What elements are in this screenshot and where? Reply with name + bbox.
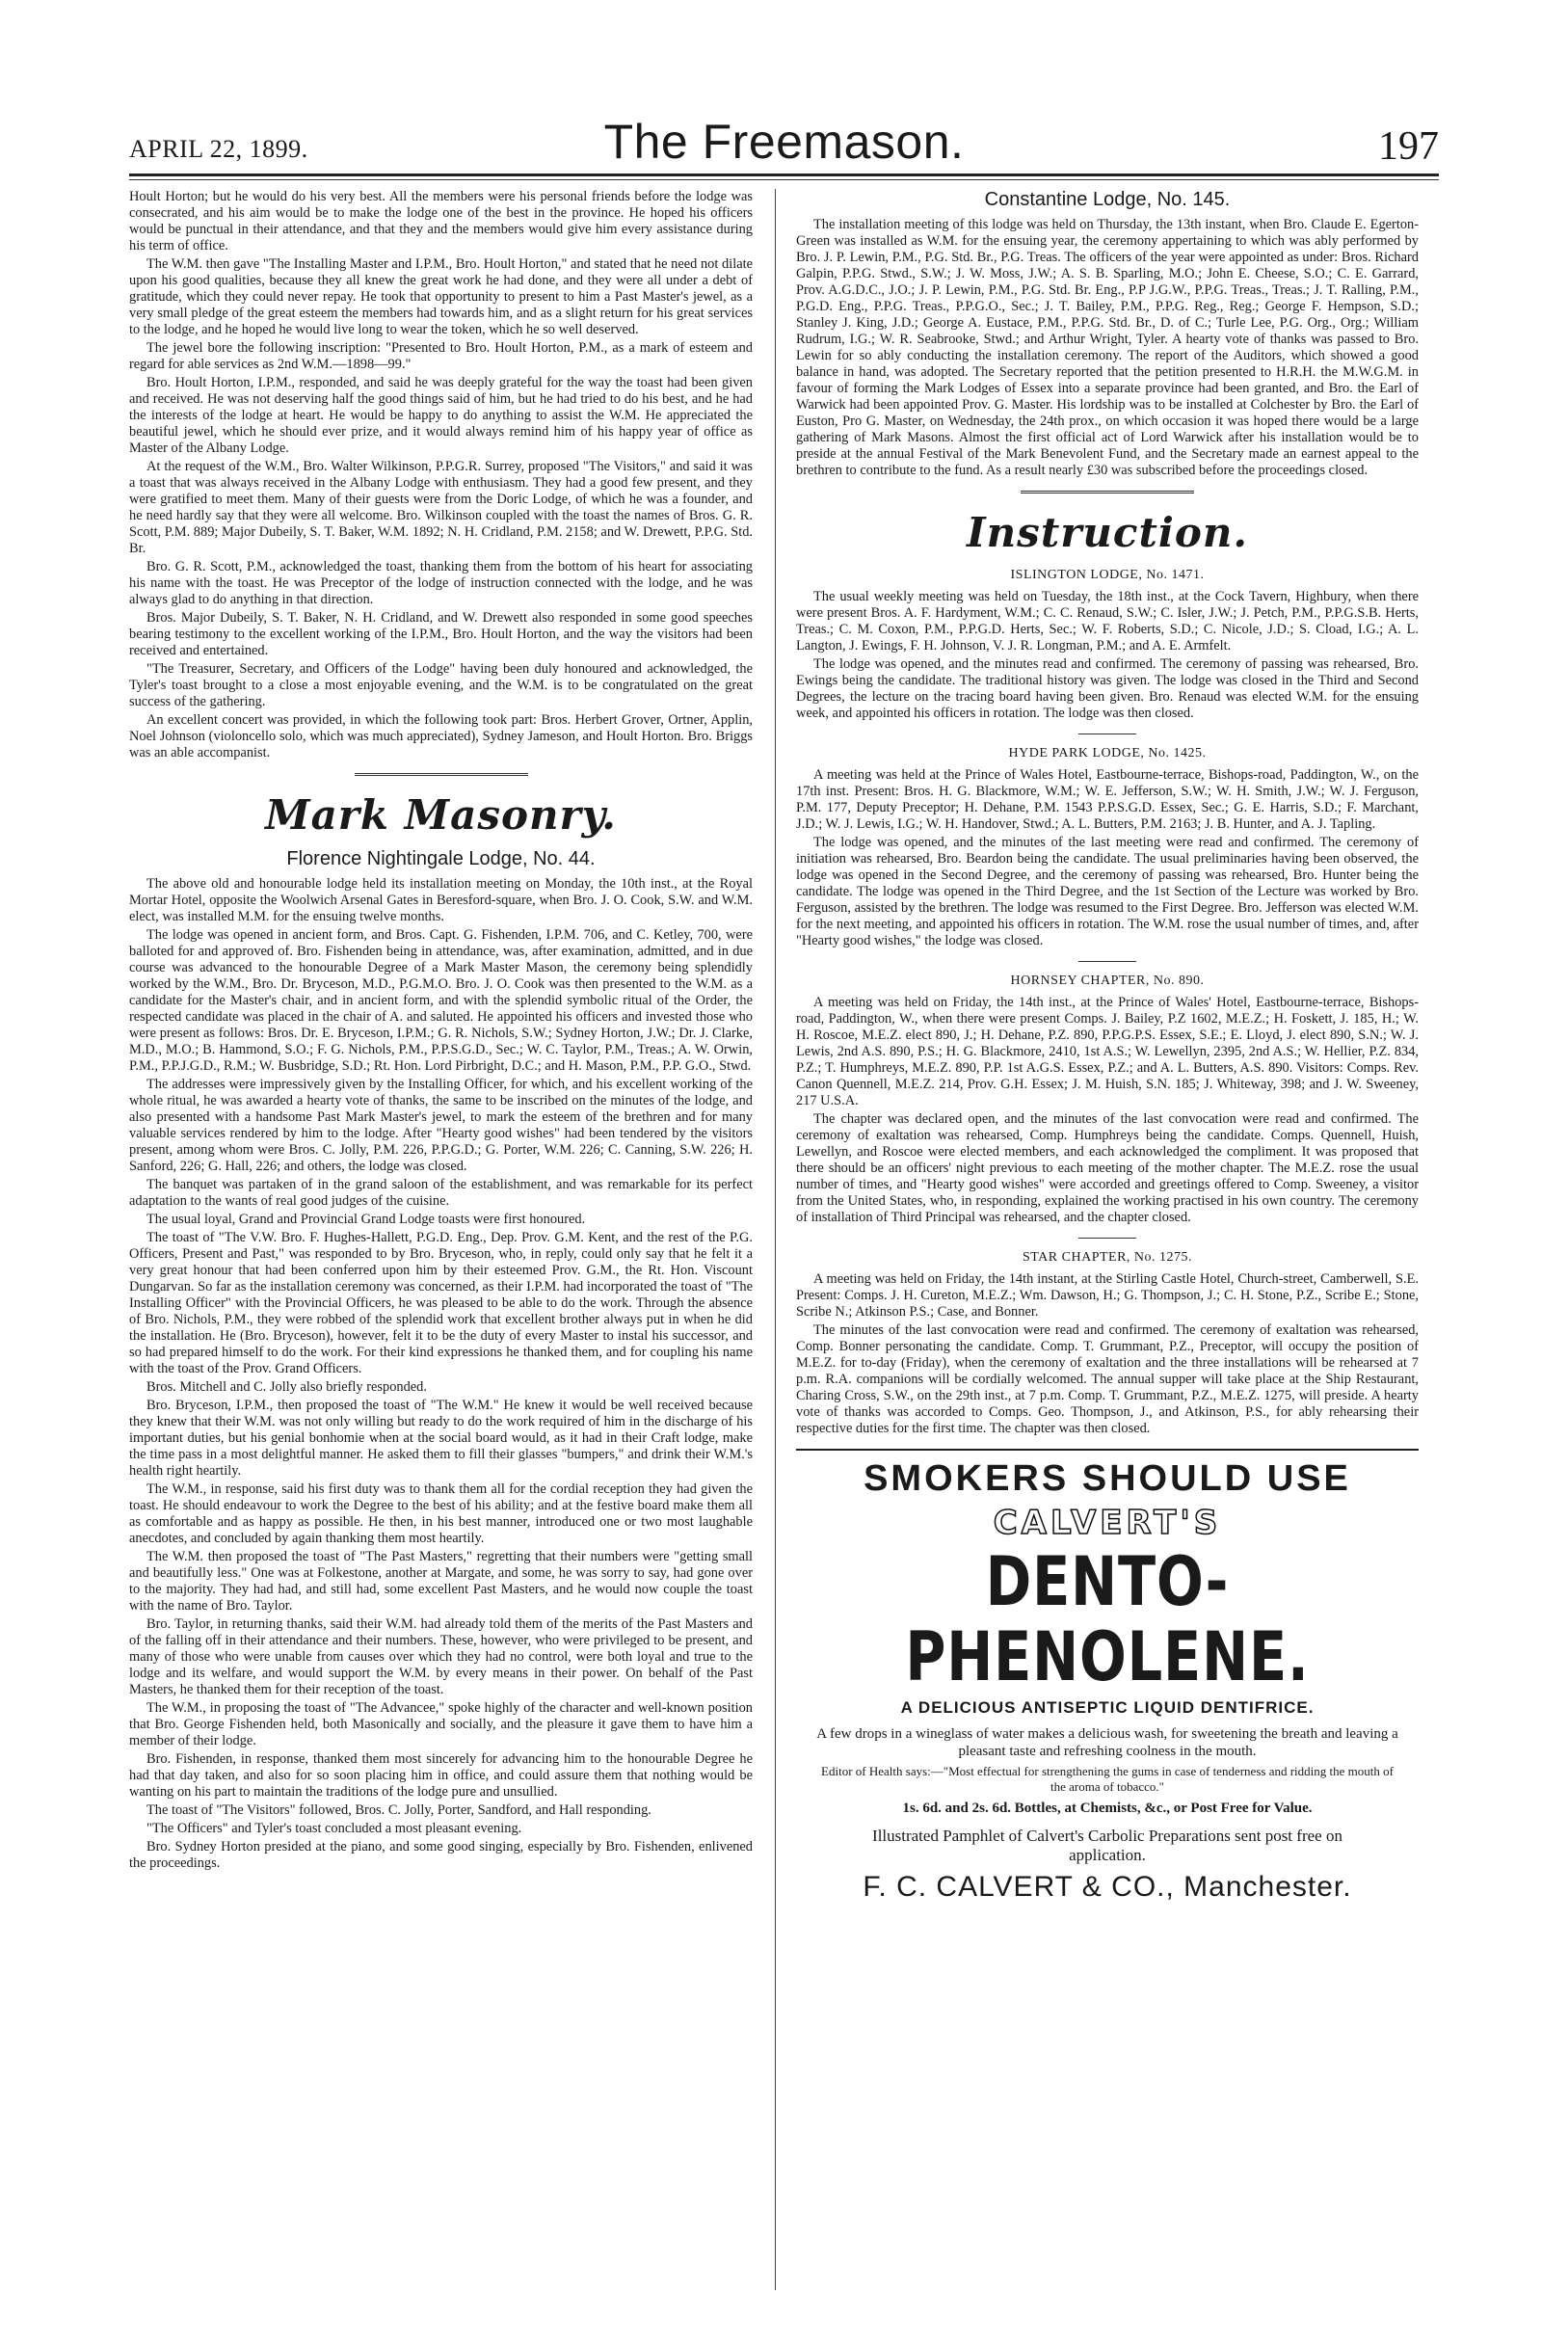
ad-firm-name: F. C. CALVERT & CO., Manchester. xyxy=(863,1871,1352,1903)
paragraph: Bro. Hoult Horton, I.P.M., responded, and said he was deeply grateful for the way the toast had been given and received. He was not deserving half the good things said of him, but he had tried to do his best, and he had the interests of the lodge at heart. He would be happy to do anything to assist the W.M. He appreciated the beautiful jewel, which he should ever prize, and it would always remind him of his happy year of office as Master of the Albany Lodge. xyxy=(129,375,753,456)
paragraph: "The Treasurer, Secretary, and Officers of the Lodge" having been duly honoured and acknowledged, the Tyler's toast brought to a close a most enjoyable evening, and the W.M. is to be congratulated on the great success of the gathering. xyxy=(129,661,753,709)
paragraph: The jewel bore the following inscription: "Presented to Bro. Hoult Horton, P.M., as a mark of esteem and regard for able services as 2nd W.M.—1898—99." xyxy=(129,340,753,372)
lodge-heading: Constantine Lodge, No. 145. xyxy=(984,189,1231,210)
paragraph: An excellent concert was provided, in which the following took part: Bros. Herbert Grover, Ortner, Applin, Noel Johnson (violoncello solo, which was much appreciated), Sydney Jameson, and Hoult Horton. Bro. Briggs was an able accompanist. xyxy=(129,712,753,760)
section-divider xyxy=(355,773,528,776)
paragraph: The W.M., in proposing the toast of "The Advancee," spoke highly of the character and well-known position that Bro. George Fishenden held, both Masonically and socially, and the pleasure it gave them to have him a member of their lodge. xyxy=(129,1700,753,1748)
paragraph: The lodge was opened, and the minutes of the last meeting were read and confirmed. The ceremony of initiation was rehearsed, Bro. Beardon being the candidate. The usual preliminaries having been observed, the lodge was opened in the Second Degree, and the ceremony of passing was rehearsed, Bro. Hunter being the candidate. The lodge was opened in the Third Degree, and the 1st Section of the Lecture was worked by Bro. Ferguson, assisted by the brethren. The lodge was resumed to the First Degree. Bro. Jefferson was elected W.M. for the next meeting, and appointed his officers in rotation. The W.M. rose the usual number of times, and, after "Hearty good wishes," the lodge was closed. xyxy=(796,835,1419,948)
paragraph: The lodge was opened in ancient form, and Bros. Capt. G. Fishenden, I.P.M. 706, and C. Ketley, 700, were balloted for and approved of. Bro. Fishenden being in attendance, was, after examination, admitted, and in due course was advanced to the honourable Degree of a Mark Master Mason, the ceremony being splendidly worked by the W.M., Bro. Dr. Bryceson, M.D., P.G.M.O. Bro. J. O. Cook was then presented to the W.M. as a candidate for the Master's chair, and in ancient form, and with the splendid symbolic ritual of the Order, the respected candidate was placed in the chair of A. and saluted. He appointed his officers and invested those who were present as follows: Bros. Dr. E. Bryceson, I.P.M.; G. R. Nichols, S.W.; Sydney Horton, J.W.; Dr. J. Clarke, M.D., M.O.; B. Hammond, S.O.; F. G. Nichols, P.M., P.P.S.G.D., Sec.; W. C. Taylor, P.M., Treas.; A. W. Orwin, P.M., P.P.J.G.D., R.M.; W. Busbridge, S.D.; Rt. Hon. Lord Pirbright, D.C.; and H. Mason, P.M., P.P. G.O., Stwd. xyxy=(129,927,753,1074)
paragraph: A meeting was held on Friday, the 14th inst., at the Prince of Wales' Hotel, Eastbourne-terrace, Bishops-road, Paddington, W., when there were present Comps. J. Bailey, P.Z 1602, M.E.Z.; H. Foskett, J. 185, H.; W. H. Roscoe, M.E.Z. elect 890, J.; H. Dehane, P.Z. 890, P.P.G.P.S. Essex, S.E.; E. Lloyd, J. elect 890, S.N.; W. J. Lewis, 2nd A.S. 890, P.S.; H. G. Blackmore, 2410, 1st A.S.; W. Lewellyn, 2395, 2nd A.S.; W. Hellier, P.Z. 834, P.Z.; T. Humphreys, M.E.Z. 890, P.P. 1st A.G.S. Essex, P.Z.; and A. L. Butters, A.S. 890. Visitors: Comps. Rev. Canon Quennell, M.E.Z. 214, Prov. G.H. Essex; J. M. Huish, S.N. 185; J. Whiteway, 398; and J. W. Sweeney, 217 U.S.A. xyxy=(796,995,1419,1108)
ad-product-name: DENTO-PHENOLENE. xyxy=(905,1542,1310,1696)
paragraph: Bro. Sydney Horton presided at the piano, and some good singing, especially by Bro. Fishenden, enlivened the proceedings. xyxy=(129,1839,753,1871)
page-number: 197 xyxy=(1378,124,1439,169)
advert-divider xyxy=(796,1449,1419,1451)
advertisement xyxy=(796,1458,1419,1904)
paragraph: The W.M. then gave "The Installing Master and I.P.M., Bro. Hoult Horton," and stated that he need not dilate upon his good qualities, because they all knew the great work he had done, and they were all under a debt of gratitude, which they could never repay. He took that opportunity to present to him a Past Master's jewel, as a very small pledge of the great esteem the members had towards him, and as a slight return for his great services to the lodge, and he hoped he would live long to wear the token, which he so well deserved. xyxy=(129,256,753,337)
masthead xyxy=(129,114,1439,168)
chapter-heading: STAR CHAPTER, No. 1275. xyxy=(1022,1250,1193,1265)
lodge-heading: HYDE PARK LODGE, No. 1425. xyxy=(1008,746,1207,760)
paragraph: The banquet was partaken of in the grand saloon of the establishment, and was remarkable for its perfect adaptation to the wants of real good judges of the cuisine. xyxy=(129,1177,753,1209)
paragraph: Hoult Horton; but he would do his very best. All the members were his personal friends before the lodge was consecrated, and his aim would be to make the lodge one of the best in the province. He hoped his officers would be punctual in their attendance, and that they and the members would give him every assistance during his term of office. xyxy=(129,189,753,253)
paragraph: The above old and honourable lodge held its installation meeting on Monday, the 10th inst., at the Royal Mortar Hotel, opposite the Woolwich Arsenal Gates in Beresford-square, when Bro. J. O. Cook, S.W. and W.M. elect, was installed M.M. for the ensuing twelve months. xyxy=(129,876,753,924)
section-heading-mark-masonry: Mark Masonry. xyxy=(265,791,617,839)
ad-headline: SMOKERS SHOULD USE xyxy=(864,1458,1351,1499)
paragraph: Bro. Fishenden, in response, thanked them most sincerely for advancing him to the honourable Degree he had that day taken, and also for so soon placing him in office, and could assure them that nothing would be wanting on his part to maintain the traditions of the lodge pure and unsullied. xyxy=(129,1751,753,1800)
right-column xyxy=(796,189,1419,2271)
paragraph: The usual weekly meeting was held on Tuesday, the 18th inst., at the Cock Tavern, Highbury, when there were present Bros. A. F. Hardyment, W.M.; C. C. Renaud, S.W.; C. Isler, J.W.; J. Petch, P.M., P.P.G.S.B. Herts, Treas.; C. M. Coxon, P.M., P.P.G.D. Herts, Sec.; W. F. Roberts, S.D.; C. Nicole, J.D.; S. Cload, I.G.; A. L. Langton, J. Ewings, F. H. Johnson, V. J. R. Longman, P.M.; and A. E. Armfelt. xyxy=(796,589,1419,654)
paragraph: The addresses were impressively given by the Installing Officer, for which, and his excellent working of the whole ritual, he was awarded a hearty vote of thanks, the same to be inscribed on the minutes of the lodge, and also presented with a handsome Past Mark Master's jewel, to mark the esteem of the brethren and for many valuable services rendered by him to the lodge. After "Hearty good wishes" had been tendered by the visitors present, among whom were Bros. C. Jolly, P.M. 226, P.P.G.D.; G. Porter, W.M. 226; C. Canning, S.W. 226; H. Sanford, 226; G. Hall, 226; and others, the lodge was closed. xyxy=(129,1077,753,1174)
ad-testimonial: Editor of Health says:—"Most effectual for strengthening the gums in case of tenderness and ridding the mouth of the aroma of tobacco." xyxy=(821,1764,1394,1794)
ad-description: A few drops in a wineglass of water makes a delicious wash, for sweetening the breath and leaving a pleasant taste and refreshing coolness in the mouth. xyxy=(816,1726,1398,1759)
paragraph: The toast of "The V.W. Bro. F. Hughes-Hallett, P.G.D. Eng., Dep. Prov. G.M. Kent, and the rest of the P.G. Officers, Present and Past," was responded to by Bro. Bryceson, who, in reply, could only say that he felt it a very great honour that had been conferred upon him by their esteemed Prov. G.M., the Rt. Hon. Viscount Dungarvan. So far as the installation ceremony was concerned, as their I.P.M. had incorporated the toast of "The Installing Officer" with the Provincial Officers, he was pleased to be able to do the work. Through the absence of Bro. Nichols, P.M., they were robbed of the splendid work that excellent brother always put in when he did the installation. He (Bro. Bryceson), however, felt it to be the duty of every Master to instal his successor, and so had prepared himself to do the work. For their kind expressions he thanked them, and for coupling his name with the toast of the Prov. Grand Officers. xyxy=(129,1230,753,1376)
paragraph: A meeting was held on Friday, the 14th instant, at the Stirling Castle Hotel, Church-street, Camberwell, S.E. Present: Comps. J. H. Cureton, M.E.Z.; Wm. Dawson, H.; G. Thompson, J.; C. H. Stone, P.Z., Scribe E.; Stone, Scribe N.; Atkinson P.S.; Case, and Bonner. xyxy=(796,1271,1419,1320)
issue-date: APRIL 22, 1899. xyxy=(129,135,308,163)
paragraph: The W.M. then proposed the toast of "The Past Masters," regretting that their numbers were "getting small and beautifully less." One was at Folkestone, another at Margate, and some, he was sorry to say, had gone over to the majority. They had had, and still had, some excellent Past Masters, and he would now couple the toast with the name of Bro. Taylor. xyxy=(129,1549,753,1614)
masthead-rule xyxy=(129,173,1439,176)
ad-tagline: A DELICIOUS ANTISEPTIC LIQUID DENTIFRICE. xyxy=(900,1698,1315,1717)
section-heading-instruction: Instruction. xyxy=(967,509,1248,556)
lodge-heading: ISLINGTON LODGE, No. 1471. xyxy=(1010,568,1205,582)
paragraph: The minutes of the last convocation were read and confirmed. The ceremony of exaltation was rehearsed, Comp. Bonner personating the candidate. Comp. T. Grummant, P.Z., Preceptor, will occupy the position of M.E.Z. for to-day (Friday), when the ceremony of exaltation and the three installations will be rehearsed at 7 p.m. R.A. companions will be cordially welcomed. The annual supper will take place at the Ship Restaurant, Charing Cross, S.W., on the 29th inst., at 7 p.m. Comp. T. Grummant, P.Z., M.E.Z. 1275, will preside. A hearty vote of thanks was accorded to Comps. Geo. Thompson, J., and Atkinson, P.S., for ably rehearsing their respective duties for the first time. The chapter was then closed. xyxy=(796,1322,1419,1436)
lodge-heading: Florence Nightingale Lodge, No. 44. xyxy=(286,848,596,869)
ad-pamphlet: Illustrated Pamphlet of Calvert's Carbolic Preparations sent post free on application. xyxy=(872,1827,1342,1864)
paragraph: The toast of "The Visitors" followed, Bros. C. Jolly, Porter, Sandford, and Hall responding. xyxy=(146,1802,651,1818)
ad-brand: CALVERT'S xyxy=(993,1504,1222,1542)
paragraph: At the request of the W.M., Bro. Walter Wilkinson, P.P.G.R. Surrey, proposed "The Visitors," and said it was a toast that was always received in the Albany Lodge with enthusiasm. They had a good few present, and they were gratified to meet them. Many of their guests were from the Doric Lodge, of which he was a founder, and he need hardly say that they were all welcome. Bro. Wilkinson coupled with the toast the names of Bros. G. R. Scott, P.M. 889; Major Dubeily, S. T. Baker, W.M. 1892; N. H. Cridland, P.M. 2158; and W. Drewett, P.P.G. Std. Br. xyxy=(129,459,753,556)
paragraph: The installation meeting of this lodge was held on Thursday, the 13th instant, when Bro. Claude E. Egerton-Green was installed as W.M. for the ensuing year, the ceremony appertaining to which was ably performed by Bro. J. P. Lewin, P.M., P.G. Std. Br., P.G. Treas. The officers of the year were appointed as under: Bros. Richard Galpin, P.P.G. Stwd., S.W.; J. W. Moss, J.W.; A. S. B. Sparling, M.O.; John E. Cheese, S.O.; C. E. Garrard, Prov. A.G.D.C., J.O.; J. P. Lewin, P.M., P.G. Std. Br. Eng., P.P J.G.W., P.P.G. Treas., Treas.; J. T. Ralling, P.M., P.G.D. Eng., P.P.G. Treas., P.P.G.O., Sec.; J. T. Bailey, P.M., P.P.G. Reg., Reg.; George F. Hempson, S.D.; Stanley J. King, J.D.; George A. Eustace, P.M., P.P.G. Std. Br., D. of C.; Turle Lee, P.G. Org., Org.; William Rudrum, I.G.; W. R. Seabrooke, Stwd.; and Arthur Wright, Tyler. A hearty vote of thanks was passed to Bro. Lewin for so ably conducting the installation ceremony. The report of the Auditors, which showed a good balance in hand, was adopted. The Secretary reported that the petition presented to H.R.H. the M.W.G.M. in favour of forming the Mark Lodges of Essex into a separate province had been granted, and Bro. the Earl of Warwick had been appointed Prov. G. Master. His lordship was to be installed at Colchester by Bro. the Earl of Euston, Pro G. Master, on Wednesday, the 24th prox., on which occasion it was hoped there would be a large gathering of Mark Masons. Almost the first official act of Lord Warwick after his installation would be to preside at the annual Festival of the Mark Benevolent Fund, and the Secretary made an earnest appeal to the brethren to contribute to the fund. As a result nearly £30 was subscribed before the proceedings closed. xyxy=(796,217,1419,478)
column-divider xyxy=(775,189,776,2290)
left-column xyxy=(129,189,753,2271)
ad-prices: 1s. 6d. and 2s. 6d. Bottles, at Chemists, &c., or Post Free for Value. xyxy=(902,1801,1313,1816)
divider xyxy=(1078,961,1136,962)
paragraph: Bros. Mitchell and C. Jolly also briefly responded. xyxy=(146,1379,427,1395)
paragraph: Bro. G. R. Scott, P.M., acknowledged the toast, thanking them from the bottom of his heart for associating his name with the toast. He was Preceptor of the lodge of instruction connected with the lodge, and he was always glad to do anything in that direction. xyxy=(129,559,753,607)
divider xyxy=(1078,1238,1136,1239)
paragraph: Bros. Major Dubeily, S. T. Baker, N. H. Cridland, and W. Drewett also responded in some good speeches bearing testimony to the excellent working of the I.P.M., Bro. Hoult Horton, and the way the visitors had been received and entertained. xyxy=(129,610,753,658)
paragraph: "The Officers" and Tyler's toast concluded a most pleasant evening. xyxy=(146,1821,522,1836)
paragraph: Bro. Bryceson, I.P.M., then proposed the toast of "The W.M." He knew it would be well received because they knew that their W.M. was not only willing but ready to do the work required of him in the discharge of his important duties, but his genial bonhomie when at the social board would, as it had in their Craft lodge, make the time pass in a most delightful manner. He asked them to fill their glasses "bumpers," and drink their W.M.'s health right heartily. xyxy=(129,1398,753,1479)
paragraph: The lodge was opened, and the minutes read and confirmed. The ceremony of passing was rehearsed, Bro. Ewings being the candidate. The traditional history was given. The lodge was closed in the Third and Second Degrees, the lecture on the tracing board having been given. Bro. Renaud was elected W.M. for the ensuing week, and appointed his officers in rotation. The lodge was then closed. xyxy=(796,656,1419,721)
paragraph: The usual loyal, Grand and Provincial Grand Lodge toasts were first honoured. xyxy=(146,1212,586,1227)
section-divider xyxy=(1021,491,1194,494)
paragraph: The W.M., in response, said his first duty was to thank them all for the cordial reception they had given the toast. He should endeavour to work the Degree to the best of his ability; and at the festive board make them all as comfortable and as happy as possible. He then, in his best manner, introduced one or two most laughable anecdotes, and concluded by again thanking them most heartily. xyxy=(129,1481,753,1546)
masthead-rule-thin xyxy=(129,179,1439,180)
paragraph: A meeting was held at the Prince of Wales Hotel, Eastbourne-terrace, Bishops-road, Paddington, W., on the 17th inst. Present: Bros. H. G. Blackmore, W.M.; W. E. Jefferson, S.W.; W. H. Smith, J.W.; W. J. Ferguson, P.M. 177, Deputy Preceptor; H. Dehane, P.M. 1543 P.P.S.G.D. Essex, Sec.; G. E. Harris, S.D.; F. Marchant, J.D.; W. J. Lewis, I.G.; W. H. Handover, Stwd.; A. L. Butters, P.M. 2163; J. B. Hunter, and A. J. Tapling. xyxy=(796,767,1419,832)
paragraph: Bro. Taylor, in returning thanks, said their W.M. had already told them of the merits of the Past Masters and of the falling off in their attendance and their numbers. These, however, who were privileged to be present, and many of those who were unable from causes over which they had no control, were both loyal and true to the lodge and its welfare, and would support the W.M. by every means in their power. On behalf of the Past Masters, he thanked them for their reception of the toast. xyxy=(129,1616,753,1697)
chapter-heading: HORNSEY CHAPTER, No. 890. xyxy=(1010,974,1205,988)
paragraph: The chapter was declared open, and the minutes of the last convocation were read and confirmed. The ceremony of exaltation was rehearsed, Comp. Humphreys being the candidate. Comps. Quennell, Huish, Lewellyn, and Roscoe were elected members, and each acknowledged the compliment. It was proposed that there should be an officers' night previous to each meeting of the mother chapter. The M.E.Z. rose the usual number of times, and "Hearty good wishes" were accorded and greetings offered to Comp. Sweeney, a visitor from the United States, who, in responding, explained the working practised in his own country. The ceremony of installation of Third Principal was rehearsed, and the chapter closed. xyxy=(796,1111,1419,1225)
newspaper-title: The Freemason. xyxy=(603,115,965,169)
